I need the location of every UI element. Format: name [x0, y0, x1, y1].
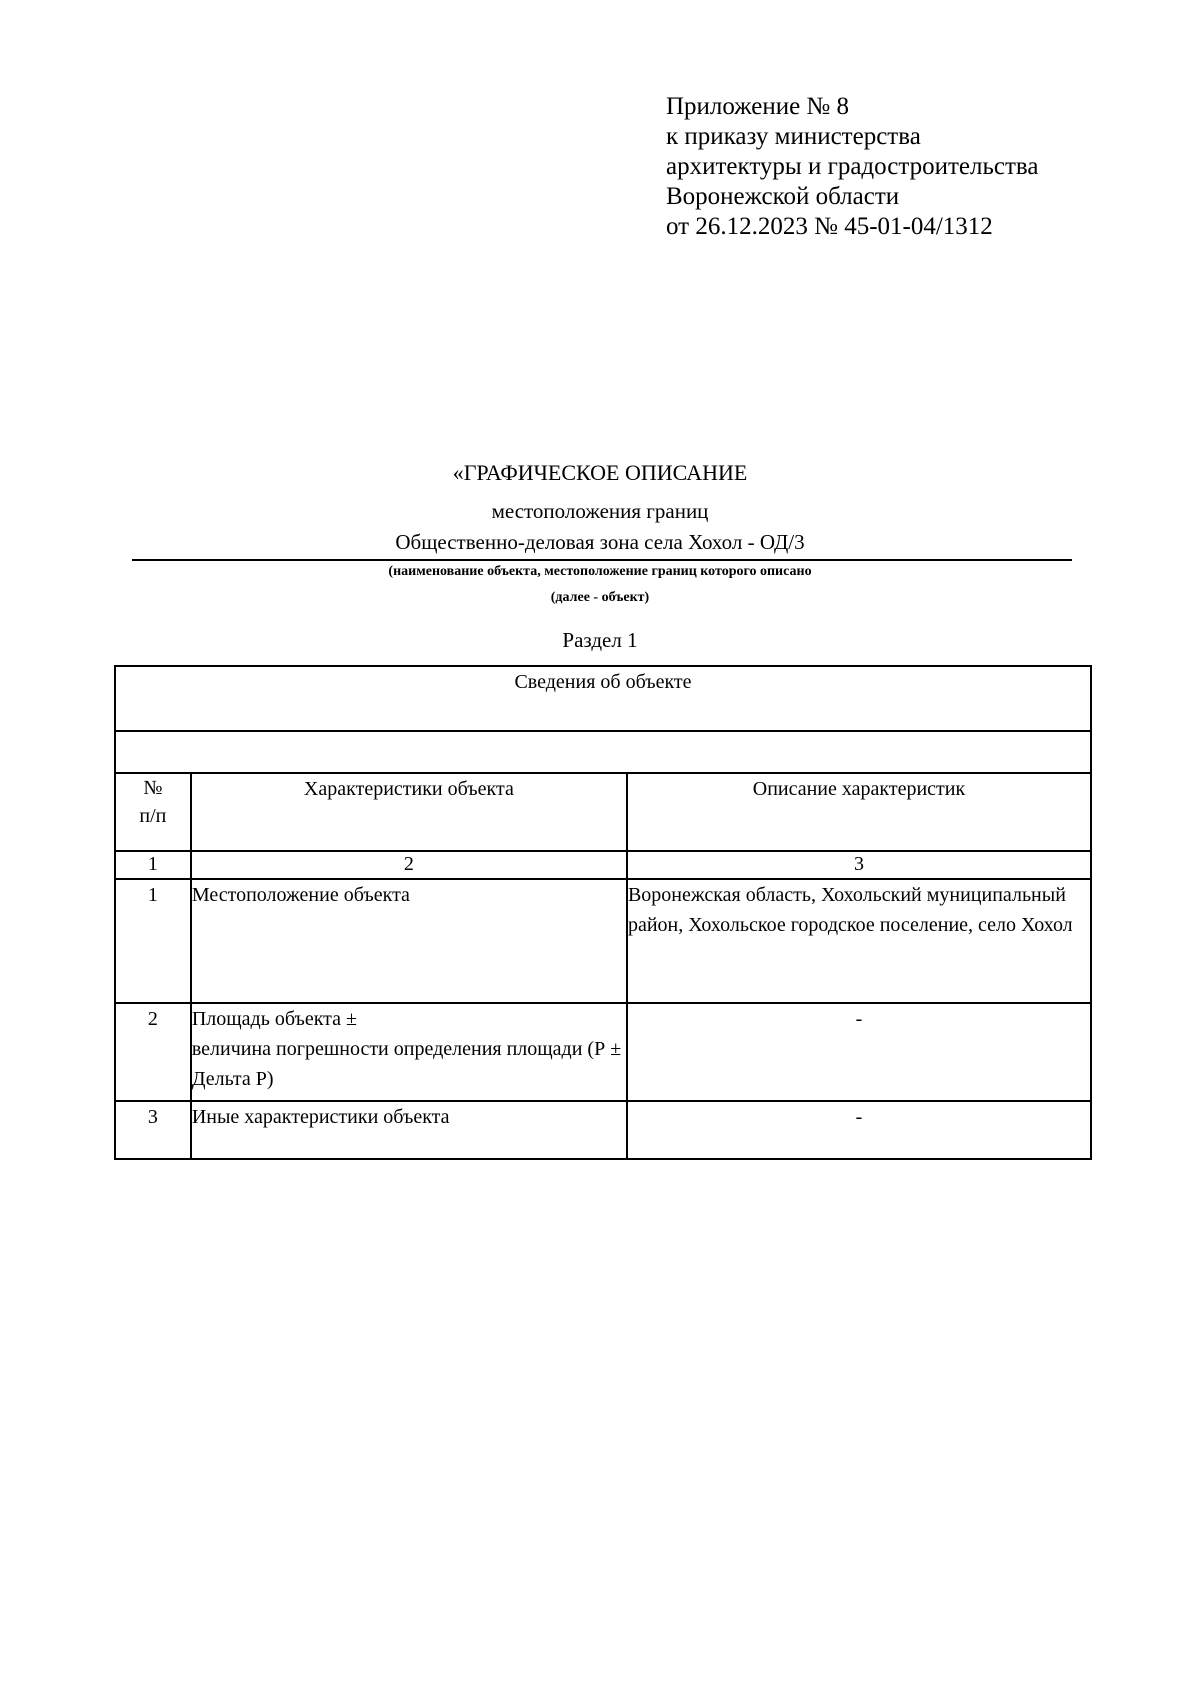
column-header-number: № п/п [115, 773, 191, 851]
object-name-caption: (наименование объекта, местоположение границ которого описано [388, 564, 812, 579]
column-number: 1 [115, 851, 191, 879]
column-number: 3 [627, 851, 1091, 879]
object-name: Общественно-деловая зона села Хохол - ОД/3 [395, 530, 805, 554]
document-title: «ГРАФИЧЕСКОЕ ОПИСАНИЕ [452, 460, 748, 485]
appendix-line: Приложение № 8 [666, 93, 850, 120]
table-blank-row [115, 731, 1091, 773]
underline-rule [132, 559, 1072, 561]
object-name-caption-continued: (далее - объект) [550, 590, 650, 605]
appendix-line: к приказу министерства [666, 123, 921, 150]
row-characteristic: Иные характеристики объекта [191, 1101, 627, 1159]
table-title: Сведения об объекте [115, 666, 1091, 731]
table-row [115, 1003, 1091, 1101]
column-number: 2 [191, 851, 627, 879]
row-number: 2 [115, 1003, 191, 1101]
section-heading: Раздел 1 [562, 628, 638, 652]
table-row [115, 879, 1091, 1003]
row-characteristic: Местоположение объекта [191, 879, 627, 1003]
object-info-table [114, 665, 1092, 1160]
row-description: - [627, 1003, 1091, 1101]
table-row [115, 1101, 1091, 1159]
appendix-block [666, 92, 1038, 242]
appendix-line: Воронежской области [666, 183, 900, 210]
appendix-line: архитектуры и градостроительства [666, 153, 1039, 180]
row-description: Воронежская область, Хохольский муниципальный район, Хохольское городское поселение, село Хохол [627, 879, 1091, 1003]
row-characteristic: Площадь объекта ± величина погрешности определения площади (Р ± Дельта Р) [191, 1003, 627, 1101]
appendix-line: от 26.12.2023 № 45-01-04/1312 [666, 213, 993, 240]
column-number-row [115, 851, 1091, 879]
document-subtitle: местоположения границ [491, 499, 709, 523]
column-header-description: Описание характеристик [627, 773, 1091, 851]
table-title-row [115, 666, 1091, 731]
blank-cell [115, 731, 1091, 773]
row-number: 1 [115, 879, 191, 1003]
row-number: 3 [115, 1101, 191, 1159]
table-header-row [115, 773, 1091, 851]
column-header-characteristic: Характеристики объекта [191, 773, 627, 851]
row-description: - [627, 1101, 1091, 1159]
